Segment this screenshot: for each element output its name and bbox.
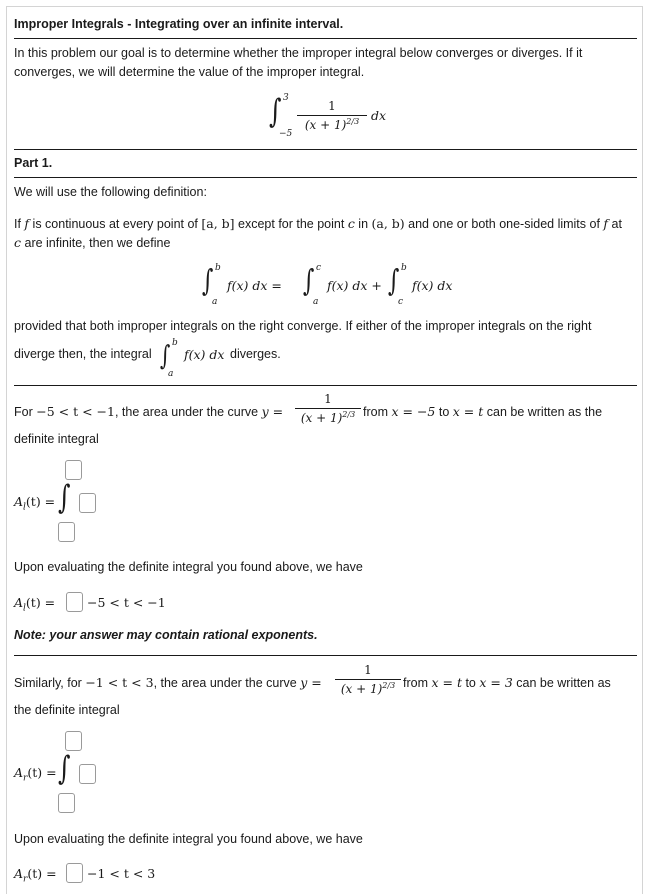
part1-heading: Part 1. [14, 156, 53, 170]
integral-sign: ∫ [269, 92, 282, 130]
intro-line-1: In this problem our goal is to determine whether the improper integral below converges or diverges. If it [14, 46, 583, 60]
right-result-input[interactable] [66, 863, 83, 883]
diverge-line: diverge then, the integral [14, 347, 152, 361]
main-integral-dx: dx [371, 108, 387, 123]
integral-sign: ∫ [202, 264, 214, 299]
left-area-line-2: definite integral [14, 432, 99, 446]
divider [14, 655, 637, 656]
left-integrand-input[interactable] [79, 493, 96, 513]
definition-line-2: c are infinite, then we define [14, 235, 171, 250]
fraction-bar [297, 115, 367, 116]
left-upper-limit-input[interactable] [65, 460, 82, 480]
integral-sign: ∫ [58, 478, 71, 516]
integral-sign: ∫ [388, 264, 400, 299]
diverge-tail: diverges. [230, 347, 281, 361]
left-result-label: $A_l(t)$ = [14, 595, 56, 614]
fraction-denominator: $(x + 1)^{2/3}$ [340, 681, 396, 696]
right-area-line-1: Similarly, for −1 < t < 3, the area under the curve y = [14, 675, 322, 690]
integral-upper: b [401, 263, 407, 273]
left-result-input[interactable] [66, 592, 83, 612]
integral-body: f(x) dx + [327, 278, 382, 293]
right-upper-limit-input[interactable] [65, 731, 82, 751]
definition-intro: We will use the following definition: [14, 185, 207, 199]
right-area-label: $A_r(t)$ = [14, 765, 57, 784]
right-evaluate-text: Upon evaluating the definite integral you found above, we have [14, 832, 363, 846]
right-area-fraction [335, 663, 401, 696]
integral-lower: a [212, 297, 218, 307]
fraction-numerator: 1 [324, 392, 332, 406]
problem-title: Improper Integrals - Integrating over an infinite interval. [14, 17, 344, 31]
main-integral-lower: −5 [279, 129, 293, 139]
right-area-range-text: from x = t to x = 3 can be written as [403, 675, 611, 690]
fraction-numerator: 1 [328, 99, 336, 113]
divider [14, 177, 637, 178]
intro-line-2: converges, we will determine the value of the improper integral. [14, 65, 365, 79]
integral-upper: c [316, 263, 322, 273]
integral-lower: a [313, 297, 319, 307]
integral-lower: c [398, 297, 404, 307]
divider [14, 149, 637, 150]
left-area-fraction [295, 392, 361, 425]
integral-upper: b [172, 338, 178, 348]
right-area-line-2: the definite integral [14, 703, 120, 717]
note-text: Note: your answer may contain rational exponents. [14, 628, 318, 642]
right-result-range: −1 < t < 3 [87, 866, 156, 881]
integral-body: f(x) dx [412, 278, 453, 293]
fraction-bar [335, 679, 401, 680]
fraction-bar [295, 408, 361, 409]
divider [14, 385, 637, 386]
right-lower-limit-input[interactable] [58, 793, 75, 813]
left-area-line-1: For −5 < t < −1, the area under the curve y = [14, 404, 284, 419]
fraction-denominator: $(x + 1)^{2/3}$ [300, 410, 356, 425]
integral-sign: ∫ [58, 749, 71, 787]
integral-body: f(x) dx [184, 347, 225, 362]
problem-panel [6, 6, 643, 894]
integral-upper: b [215, 263, 221, 273]
left-lower-limit-input[interactable] [58, 522, 75, 542]
main-integral-upper: 3 [283, 93, 289, 103]
left-area-label: $A_l(t)$ = [14, 494, 56, 513]
integral-lower: a [168, 369, 174, 379]
right-integrand-input[interactable] [79, 764, 96, 784]
left-area-range-text: from x = −5 to x = t can be written as the [363, 404, 603, 419]
fraction-denominator: $(x + 1)^{2/3}$ [304, 117, 360, 132]
fraction-numerator: 1 [364, 663, 372, 677]
divider [14, 38, 637, 39]
integral-sign: ∫ [303, 264, 315, 299]
integral-sign: ∫ [160, 338, 171, 372]
left-evaluate-text: Upon evaluating the definite integral you found above, we have [14, 560, 363, 574]
left-result-range: −5 < t < −1 [87, 595, 166, 610]
main-integral-fraction [297, 99, 367, 132]
right-result-label: $A_r(t)$ = [14, 866, 57, 885]
definition-line-1: If f is continuous at every point of [a, b] except for the point c in (a, b) and one or both one-sided limits of f at [14, 216, 622, 231]
provided-text: provided that both improper integrals on the right converge. If either of the improper integrals on the right [14, 319, 592, 333]
integral-body: f(x) dx = [227, 278, 282, 293]
